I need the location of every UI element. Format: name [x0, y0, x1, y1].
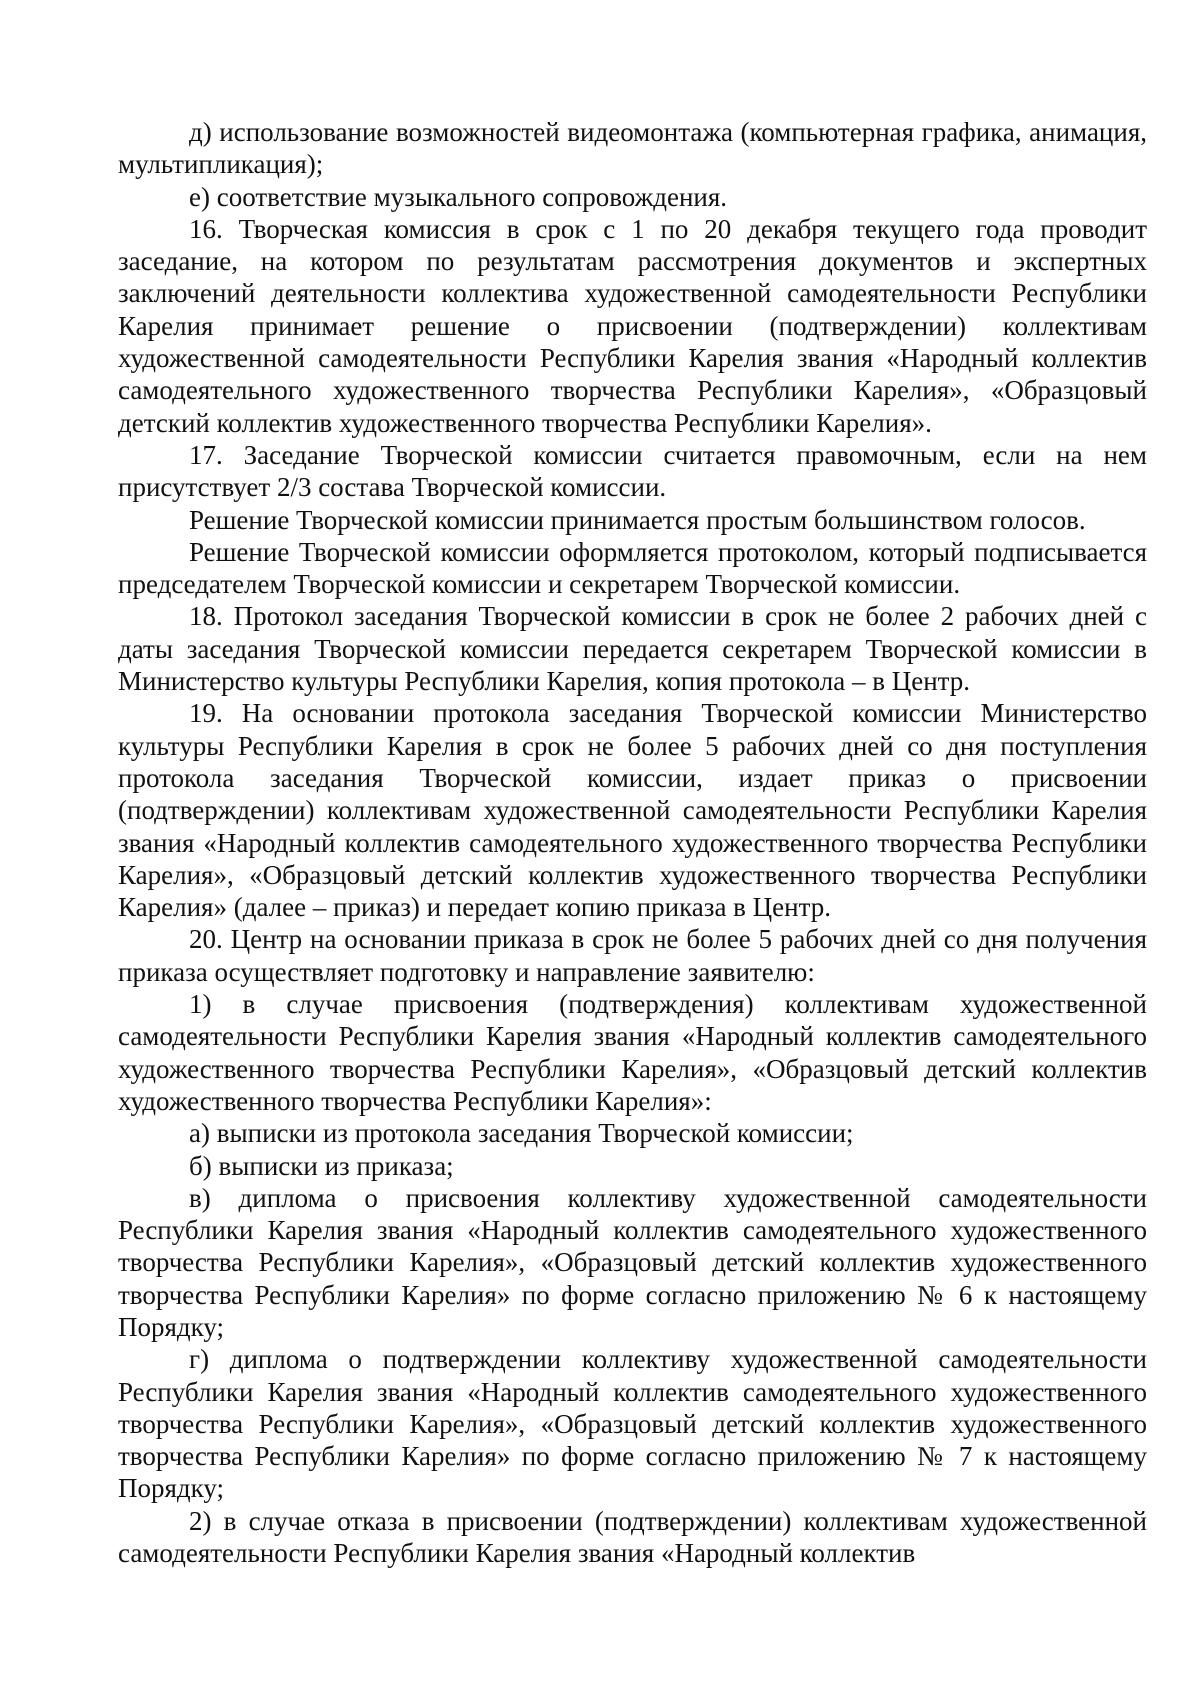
- paragraph-clause-20: 20. Центр на основании приказа в срок не более 5 рабочих дней со дня получения приказа осуществляет подготовку и направление заявителю:: [118, 924, 1147, 987]
- paragraph-clause-16: 16. Творческая комиссия в срок с 1 по 20 декабря текущего года проводит заседание, на котором по результатам рассмотрения документов и экспертных заключений деятельности коллектива художественной самодеятельности Республики Карелия принимает решение о присвоении (подтверждении) коллективам художественной самодеятельности Республики Карелия звания «Народный коллектив самодеятельного художественного творчества Республики Карелия», «Образцовый детский коллектив художественного творчества Республики Карелия».: [118, 213, 1147, 438]
- paragraph-item-g: г) диплома о подтверждении коллективу художественной самодеятельности Республики Карелия звания «Народный коллектив самодеятельного художественного творчества Республики Карелия», «Образцовый детский коллектив художественного творчества Республики Карелия» по форме согласно приложению № 7 к настоящему Порядку;: [118, 1344, 1147, 1504]
- paragraph-item-b: б) выписки из приказа;: [189, 1150, 454, 1181]
- paragraph-subclause-2: 2) в случае отказа в присвоении (подтверждении) коллективам художественной самодеятельности Республики Карелия звания «Народный коллектив: [118, 1505, 1147, 1569]
- paragraph-decision-protocol: Решение Творческой комиссии оформляется протоколом, который подписывается председателем Творческой комиссии и секретарем Творческой комиссии.: [118, 536, 1147, 600]
- document-body: [118, 116, 1147, 1569]
- paragraph-item-d: д) использование возможностей видеомонтажа (компьютерная графика, анимация, мультипликация);: [118, 117, 1147, 180]
- paragraph-subclause-1: 1) в случае присвоения (подтверждения) коллективам художественной самодеятельности Республики Карелия звания «Народный коллектив самодеятельного художественного творчества Республики Карелия», «Образцовый детский коллектив художественного творчества Республики Карелия»:: [118, 989, 1147, 1116]
- paragraph-clause-19: 19. На основании протокола заседания Творческой комиссии Министерство культуры Республики Карелия в срок не более 5 рабочих дней со дня поступления протокола заседания Творческой комиссии, издает приказ о присвоении (подтверждении) коллективам художественной самодеятельности Республики Карелия звания «Народный коллектив самодеятельного художественного творчества Республики Карелия», «Образцовый детский коллектив художественного творчества Республики Карелия» (далее – приказ) и передает копию приказа в Центр.: [118, 698, 1147, 923]
- paragraph-item-e: е) соответствие музыкального сопровождения.: [189, 181, 728, 212]
- paragraph-item-v: в) диплома о присвоения коллективу художественной самодеятельности Республики Карелия звания «Народный коллектив самодеятельного художественного творчества Республики Карелия», «Образцовый детский коллектив художественного творчества Республики Карелия» по форме согласно приложению № 6 к настоящему Порядку;: [118, 1182, 1147, 1342]
- paragraph-item-a: а) выписки из протокола заседания Творческой комиссии;: [189, 1118, 854, 1149]
- paragraph-clause-17: 17. Заседание Творческой комиссии считается правомочным, если на нем присутствует 2/3 состава Творческой комиссии.: [118, 439, 1147, 503]
- paragraph-decision-majority: Решение Творческой комиссии принимается простым большинством голосов.: [189, 504, 1086, 535]
- paragraph-clause-18: 18. Протокол заседания Творческой комиссии в срок не более 2 рабочих дней с даты заседания Творческой комиссии передается секретарем Творческой комиссии в Министерство культуры Республики Карелия, копия протокола – в Центр.: [118, 601, 1147, 697]
